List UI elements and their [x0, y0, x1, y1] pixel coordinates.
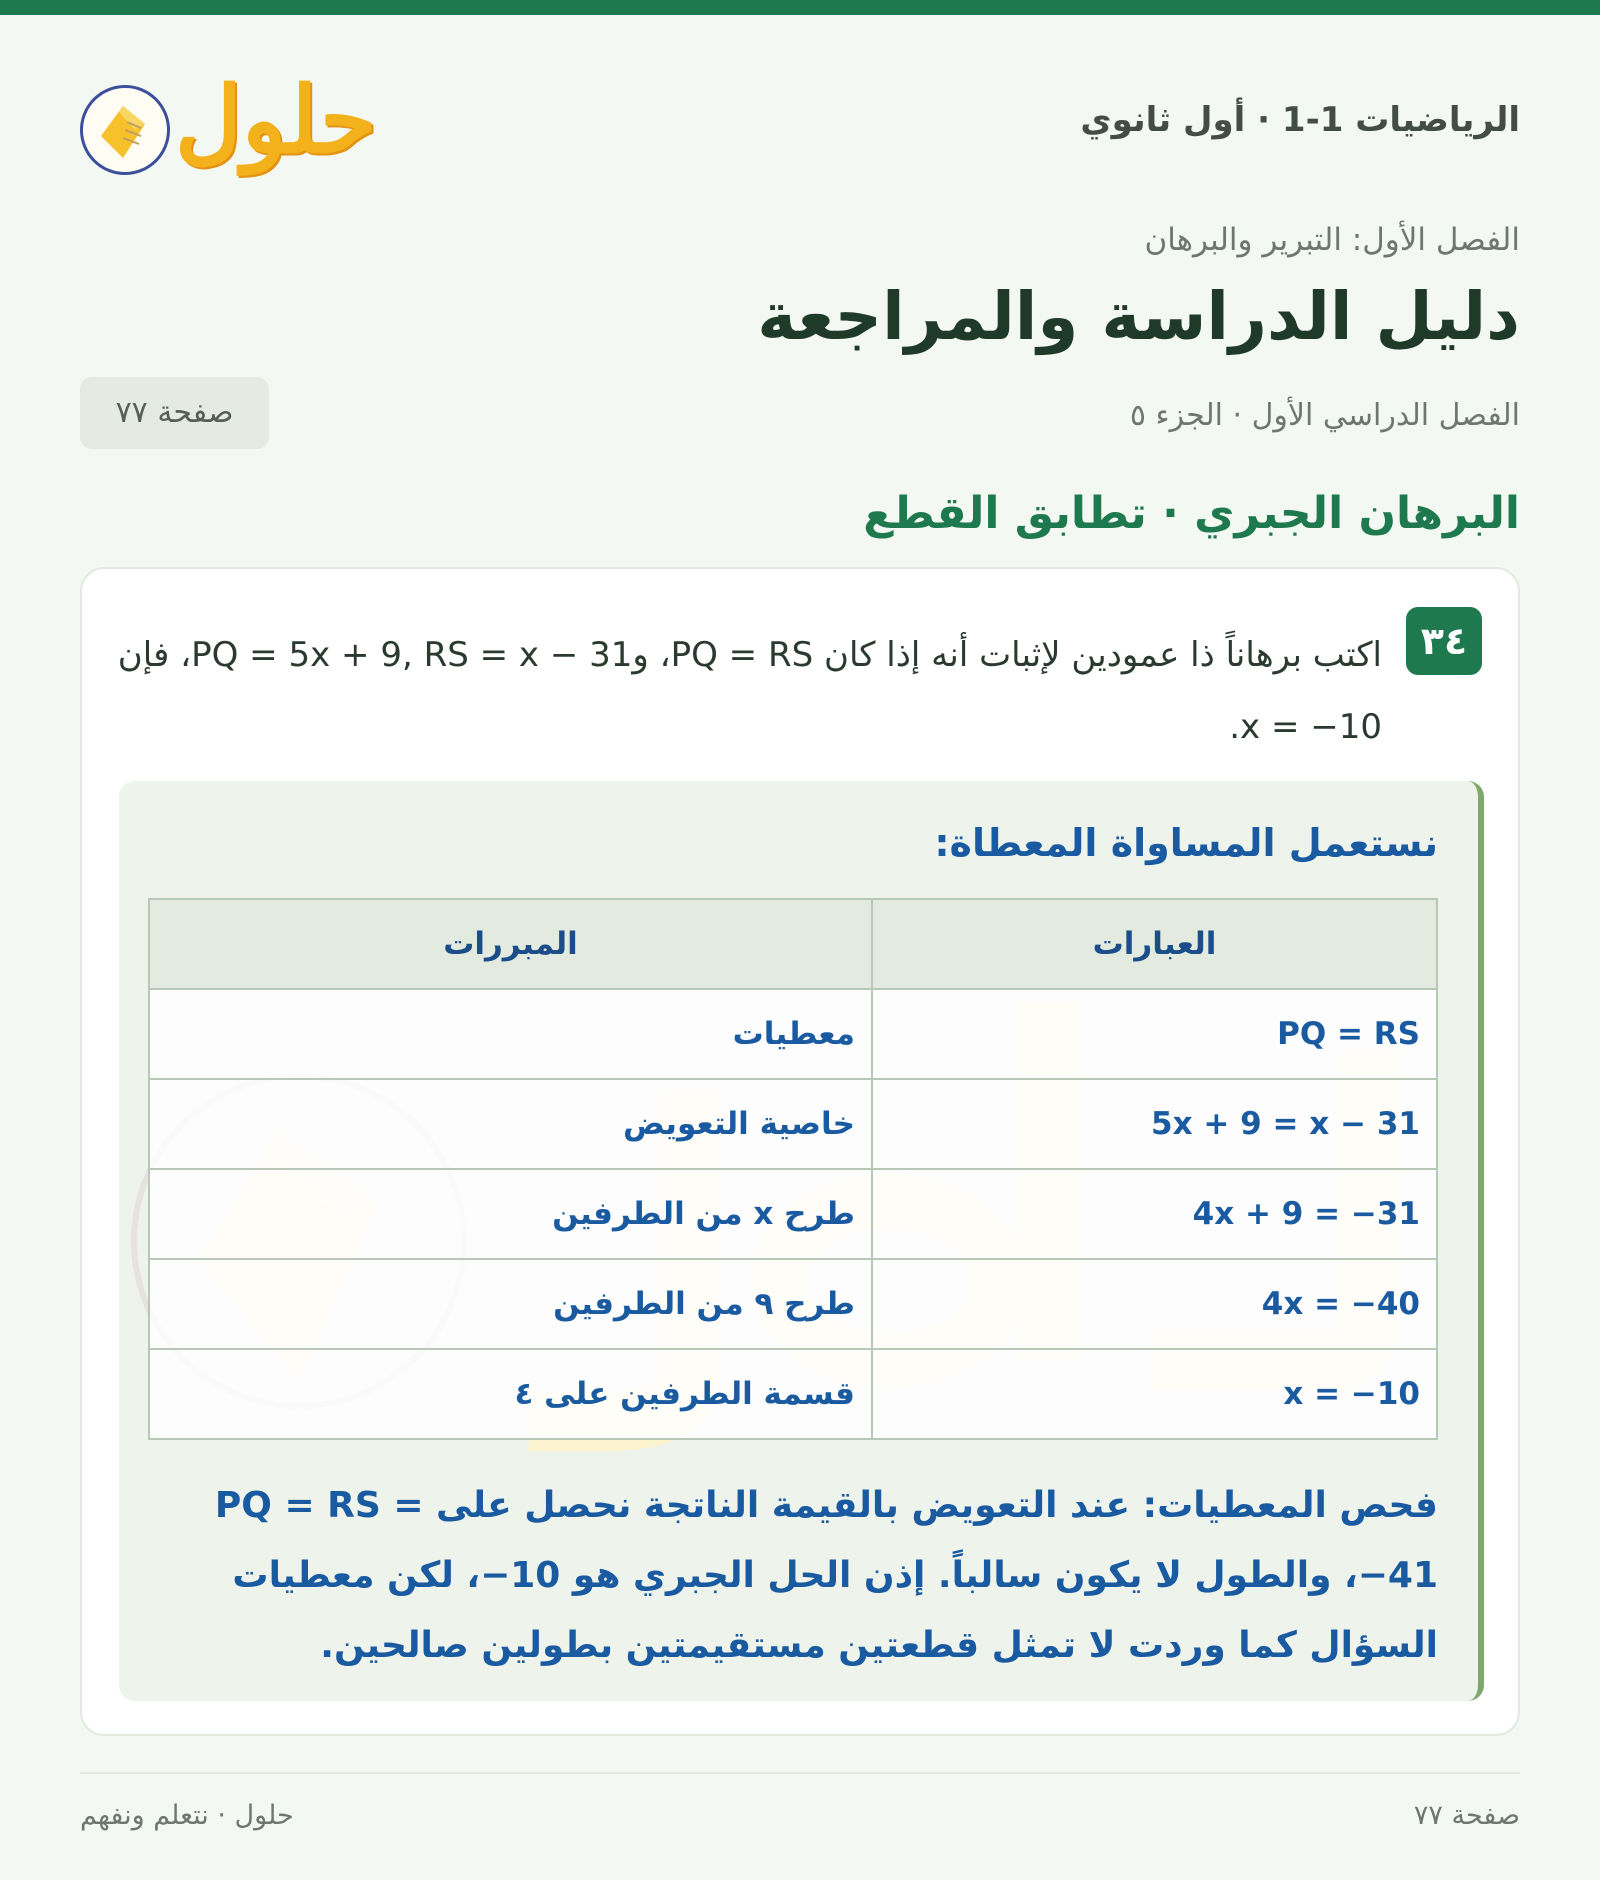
page-badge: صفحة ٧٧ [80, 377, 269, 449]
question-eq3: x = −10 [1240, 707, 1382, 747]
section-heading: البرهان الجبري · تطابق القطع [863, 488, 1520, 539]
question-number: ٣٤ [1406, 607, 1482, 675]
table-header-row [149, 899, 1437, 989]
footer-divider [80, 1772, 1520, 1774]
table-row [149, 1259, 1437, 1349]
question-eq2: PQ = 5x + 9, RS = x − 31 [191, 635, 633, 675]
table-row [149, 1169, 1437, 1259]
statement-cell: 5x + 9 = x − 31 [872, 1079, 1437, 1169]
footer-page: صفحة ٧٧ [1413, 1800, 1520, 1831]
proof-table [148, 898, 1438, 1440]
header-reasons: المبررات [149, 899, 872, 989]
reason-cell: طرح x من الطرفين [149, 1169, 872, 1259]
logo-text: حلول [175, 66, 377, 174]
header [80, 60, 1520, 190]
question-text-part3: ، فإن [117, 635, 192, 675]
question-text-part1: اكتب برهاناً ذا عمودين لإثبات أنه إذا كان [813, 635, 1382, 675]
header-statements: العبارات [872, 899, 1437, 989]
statement-cell: PQ = RS [872, 989, 1437, 1079]
reason-cell: خاصية التعويض [149, 1079, 872, 1169]
conclusion-text [148, 1471, 1438, 1681]
question-text-part4: . [1229, 707, 1241, 747]
course-title: الرياضيات 1-1 · أول ثانوي [1080, 100, 1520, 140]
question-eq1: PQ = RS [670, 635, 814, 675]
statement-cell: 4x = −40 [872, 1259, 1437, 1349]
statement-cell: 4x + 9 = −31 [872, 1169, 1437, 1259]
reason-cell: معطيات [149, 989, 872, 1079]
chapter-label: الفصل الأول: التبرير والبرهان [1144, 222, 1520, 258]
conclusion-part1: فحص المعطيات: عند التعويض بالقيمة الناتجة نحصل على [436, 1485, 1438, 1526]
reason-cell: طرح ٩ من الطرفين [149, 1259, 872, 1349]
statement-cell: x = −10 [872, 1349, 1437, 1439]
table-row [149, 989, 1437, 1079]
solution-box [119, 781, 1484, 1701]
table-row [149, 1079, 1437, 1169]
footer-brand: حلول · نتعلم ونفهم [80, 1800, 294, 1831]
question-text [117, 619, 1382, 763]
conclusion-part2: ، والطول لا يكون سالباً. إذن الحل الجبري هو 10−، لكن معطيات السؤال كما وردت لا تمثل قطعتين مستقيمتين بطولين صالحين. [232, 1555, 1438, 1666]
logo [80, 60, 377, 190]
question-card [80, 567, 1520, 1736]
conclusion-eq: PQ = RS = −41 [214, 1485, 1438, 1596]
term-label: الفصل الدراسي الأول · الجزء ٥ [1129, 398, 1520, 433]
page-title: دليل الدراسة والمراجعة [757, 278, 1520, 355]
book-icon [80, 85, 170, 175]
reason-cell: قسمة الطرفين على ٤ [149, 1349, 872, 1439]
table-row [149, 1349, 1437, 1439]
top-accent-bar [0, 0, 1600, 15]
question-text-part2: ، و [632, 635, 671, 675]
solution-heading: نستعمل المساواة المعطاة: [934, 821, 1438, 865]
